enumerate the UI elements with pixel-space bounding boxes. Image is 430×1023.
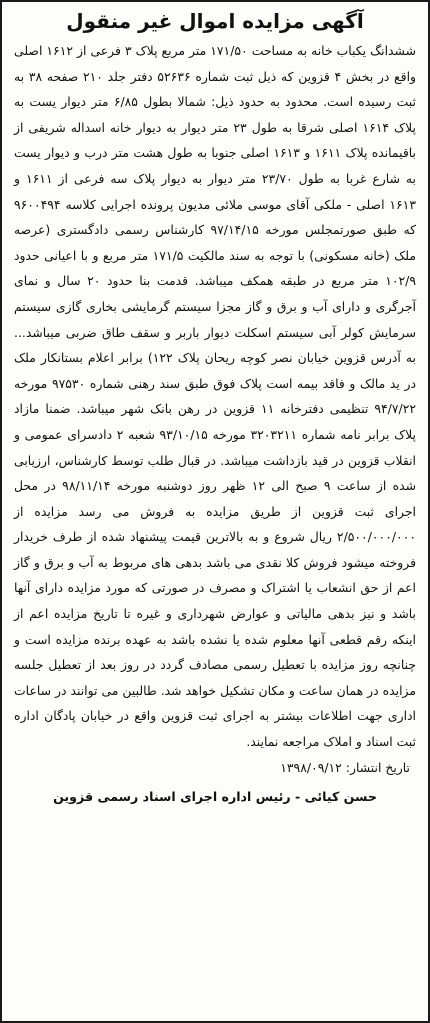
signature-line: حسن کیائی - رئیس اداره اجرای اسناد رسمی قزوین bbox=[53, 788, 377, 804]
notice-body: ششدانگ یکباب خانه به مساحت ۱۷۱/۵۰ متر مربع پلاک ۳ فرعی از ۱۶۱۲ اصلی واقع در بخش ۴ قزوین که ذیل ثبت شماره ۵۲۶۳۶ دفتر جلد ۲۱۰ صفحه ۳۸ به ثبت رسیده است. محدود به حدود ذیل: شمالا بطول ۶/۸۵ متر دیوار یست به پلاک ۱۶۱۴ اصلی شرقا به طول ۲۳ متر دیوار به دیوار خانه اسداله شریفی از باقیمانده پلاک ۱۶۱۱ و ۱۶۱۳ اصلی جنوبا به طول هشت متر درب و دیوار یست به شارع غربا به طول ۲۳/۷۰ متر دیوار به دیوار پلاک سه فرعی از ۱۶۱۱ و ۱۶۱۳ اصلی - ملکی آقای موسی ملائی مدیون پرونده اجرایی کلاسه ۹۶۰۰۴۹۴ که طبق صورتمجلس مورخه ۹۷/۱۴/۱۵ کارشناس رسمی دادگستری (عرصه ملک (خانه مسکونی) با توجه به سند مالکیت ۱۷۱/۵ متر مربع و با اعیانی حدود ۱۰۲/۹ متر مربع در طبقه همکف میباشد. قدمت بنا حدود ۲۰ سال و نمای آجرگری و دارای آب و برق و گاز مجزا سیستم گرمایشی بخاری گازی سیستم سرمایش کولر آبی سیستم اسکلت دیوار باربر و سقف طاق ضربی میباشد... به آدرس قزوین خیابان نصر کوچه ریحان پلاک ۱۲۲) برابر اعلام بستانکار ملک در ید مالک و فاقد بیمه است پلاک فوق طبق سند رهنی شماره ۹۷۵۳۰ مورخه ۹۴/۷/۲۲ تنظیمی دفترخانه ۱۱ قزوین در رهن بانک شهر میباشد. ضمنا مازاد پلاک برابر نامه شماره ۳۲۰۳۲۱۱ مورخه ۹۳/۱۰/۱۵ شعبه ۲ دادسرای عمومی و انقلاب قزوین در قید بازداشت میباشد. در قبال طلب توسط کارشناس، ارزیابی شده از ساعت ۹ صبح الی ۱۲ ظهر روز دوشنبه مورخه ۹۸/۱۱/۱۴ در محل اجرای ثبت قزوین از طریق مزایده به فروش می رسد مزایده از ۲/۵۰۰/۰۰۰/۰۰۰ ریال شروع و به بالاترین قیمت پیشنهاد شده از طرف خریدار فروخته میشود فروش کلا نقدی می باشد بدهی های مربوط به آب و برق و گاز اعم از حق انشعاب یا اشتراک و مصرف در صورتی که مورد مزایده دارای آنها باشد و نیز بدهی مالیاتی و عوارض شهرداری و غیره تا تاریخ مزایده اعم از اینکه رقم قطعی آنها معلوم شده یا نشده باشد به عهده برنده مزایده است و چنانچه روز مزایده با تعطیل رسمی مصادف گردد در روز بعد از تعطیل جلسه مزایده در همان ساعت و مکان تشکیل خواهد شد. طالبین می توانند در ساعات اداری جهت اطلاعات بیشتر به اجرای ثبت قزوین واقع در خیابان پادگان اداره ثبت اسناد و املاک مراجعه نمایند. bbox=[14, 43, 417, 750]
publication-date: تاریخ انتشار: ۱۳۹۸/۰۹/۱۲ bbox=[280, 759, 410, 775]
notice-title: آگهی مزایده اموال غیر منقول bbox=[66, 9, 364, 33]
